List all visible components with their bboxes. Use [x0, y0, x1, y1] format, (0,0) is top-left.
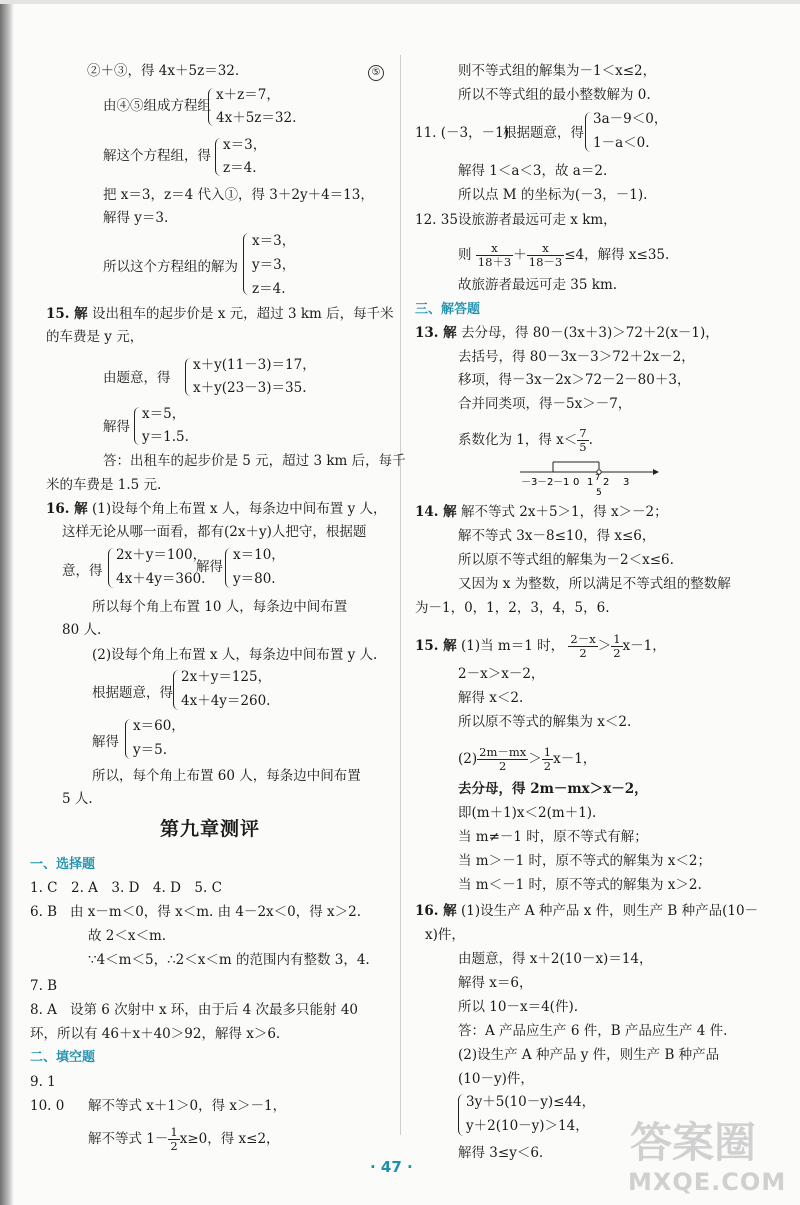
text-line: 当 m≠－1 时，原不等式有解； [458, 829, 648, 845]
section-header: 三、解答题 [415, 302, 481, 317]
equation: x＝10， [233, 547, 285, 563]
equation: y＝1.5. [142, 429, 189, 445]
text-line: 6. B [30, 904, 58, 920]
brace [173, 670, 179, 710]
equation: 2x＋y＝125， [181, 669, 272, 685]
text-line: 所以点 M 的坐标为(－3，－1). [458, 187, 648, 203]
text-line: 1. C 2. A 3. D 4. D 5. C [30, 880, 222, 896]
text-line: 故旅游者最远可走 35 km. [458, 277, 618, 293]
problem-15: 15. 解 (1)当 m＝1 时， $\frac{2-x}{2}$ ＞ $\frac{1}{2}$ x－1， [415, 632, 666, 660]
text-line: 当 m＞－1 时，原不等式的解集为 x＜2； [458, 853, 711, 869]
equation: x＋y(23－3)＝35. [193, 380, 307, 396]
text-line: 解不等式 3x－8≤10，得 x≤6， [458, 528, 656, 544]
equation: x＝5， [142, 406, 186, 422]
equation: x＝3， [252, 233, 296, 249]
equation: x＝3， [223, 137, 267, 153]
text-line: 所以这个方程组的解为 [103, 259, 238, 275]
text-line: 所以 10－x＝4(件). [458, 999, 578, 1015]
tick-label: 1 [587, 477, 594, 488]
tick-label: －3 [521, 477, 538, 488]
text-line: 则 $\frac{x}{18+3}$ ＋ $\frac{x}{18-3}$ ≤4，解得 x≤35. [458, 241, 670, 269]
text-line: 设第 6 次射中 x 环，由于后 4 次最多只能射 40 [70, 1002, 359, 1018]
text-line: 由④⑤组成方程组 [103, 98, 211, 114]
equation: z＝4. [223, 160, 257, 176]
text-line: 2－x＞x－2， [458, 666, 545, 682]
tick-label: 2 [603, 477, 610, 488]
watermark-url: MXQE.COM [628, 1168, 787, 1196]
brace [243, 233, 249, 295]
text-line: 10. 0 [30, 1098, 65, 1114]
column-divider [400, 55, 401, 1135]
text-line: 80 人. [62, 622, 102, 638]
text-line: 又因为 x 为整数，所以满足不等式组的整数解 [458, 576, 731, 592]
text-line: (10－y)件， [458, 1071, 534, 1087]
text-line: 解得 x＜2. [458, 690, 524, 706]
text-line: 9. 1 [30, 1074, 56, 1090]
text-line: 5 人. [62, 791, 93, 807]
brace [225, 548, 231, 588]
problem-14: 14. 解 解不等式 2x＋5＞1，得 x＞－2； [415, 504, 668, 520]
section-header: 二、填空题 [30, 1050, 96, 1065]
equation: 2x＋y＝100， [116, 547, 207, 563]
problem-16: 16. 解 (1)设每个角上布置 x 人，每条边中间布置 y 人， [46, 501, 387, 517]
text-line: 解得 [196, 559, 223, 575]
text-line: 为－1，0，1，2，3，4，5，6. [415, 600, 610, 616]
equation: 4x＋5z＝32. [216, 110, 297, 126]
text-line: 解不等式 1－ $\frac{1}{2}$ x≥0，得 x≤2， [88, 1125, 280, 1153]
text-line: 故 2＜x＜m. [88, 928, 167, 944]
text-line: 当 m＜－1 时，原不等式的解集为 x＞2. [458, 877, 702, 893]
equation: x＋z＝7， [216, 87, 280, 103]
tick-label: －2 [537, 477, 554, 488]
text-line: 去括号，得 80－3x－3＞72＋2x－2， [458, 349, 695, 365]
text-line: (2)设生产 A 种产品 y 件，则生产 B 种产品 [458, 1047, 720, 1063]
equation: z＝4. [252, 281, 286, 297]
text-line: 11. (－3，－1) [415, 125, 509, 141]
text-line: 设旅游者最远可走 x km， [458, 212, 617, 228]
text-line: ∵4＜m＜5，∴2＜x＜m 的范围内有整数 3，4. [88, 952, 370, 968]
brace [125, 719, 131, 759]
problem-16: 16. 解 (1)设生产 A 种产品 x 件，则生产 B 种产品(10－ [415, 903, 759, 919]
number-line-diagram [515, 458, 660, 498]
tick-label: 7 [595, 473, 601, 482]
equation: y＝5. [133, 742, 168, 758]
equation-number-5: ⑤ [368, 62, 384, 81]
text-line: 解得 [92, 734, 119, 750]
page-top-edge [0, 0, 800, 4]
brace [185, 358, 191, 396]
text-line: 合并同类项，得－5x＞－7， [458, 396, 632, 412]
text-line: 的车费是 y 元， [46, 329, 144, 345]
text-line: 8. A [30, 1002, 57, 1018]
text-line: 解得 3≤y＜6. [458, 1145, 544, 1161]
text-line: 由题意，得 x＋2(10－x)＝14， [458, 951, 653, 967]
equation: y＝3， [252, 257, 296, 273]
text-line: x)件， [425, 927, 465, 943]
text-line: 意，得 [62, 563, 103, 579]
text-line: 所以原不等式组的解集为－2＜x≤6. [458, 552, 674, 568]
problem-15: 15. 解 设出租车的起步价是 x 元，超过 3 km 后，每千米 [46, 306, 394, 322]
text-line: 环，所以有 46＋x＋40＞92，解得 x＞6. [30, 1026, 281, 1042]
section-header: 一、选择题 [30, 857, 96, 872]
text-line: 则不等式组的解集为－1＜x≤2， [458, 63, 657, 79]
chapter-title: 第九章测评 [160, 818, 261, 840]
text-line: 系数化为 1，得 x＜ $\frac{7}{5}$ . [458, 426, 593, 454]
text-line: 12. 35 [415, 212, 458, 228]
tick-label: 3 [623, 477, 630, 488]
text-line: 由 x－m＜0，得 x＜m. 由 4－2x＜0，得 x＞2. [70, 904, 362, 920]
brace [215, 138, 221, 176]
text-line: (2)设每个角上布置 x 人，每条边中间布置 y 人. [92, 647, 378, 663]
text-line: 7. B [30, 978, 58, 994]
text-line: (2) $\frac{2m-mx}{2}$ ＞ $\frac{1}{2}$ x－1， [458, 745, 597, 773]
equation: y＝80. [233, 571, 276, 587]
text-line: ②＋③，得 4x＋5z＝32. [87, 63, 240, 79]
text-line: 解得 1＜a＜3，故 a＝2. [458, 163, 608, 179]
arrow-head [653, 469, 659, 475]
brace [134, 407, 140, 445]
page-number: · 47 · [370, 1158, 413, 1176]
text-line: 解不等式 x＋1＞0，得 x＞－1， [88, 1098, 287, 1114]
text-line: 所以，每个角上布置 60 人，每条边中间布置 [92, 768, 361, 784]
brace [108, 548, 114, 588]
text-line: 根据题意，得 [503, 125, 584, 141]
equation: x＋y(11－3)＝17， [193, 357, 316, 373]
page-binding-shadow [0, 0, 14, 1205]
text-line: 解得 x＝6， [458, 975, 533, 991]
brace [458, 1094, 464, 1136]
text-line: 米的车费是 1.5 元. [46, 477, 162, 493]
text-line: 解得 [103, 419, 130, 435]
text-line: 移项，得－3x－2x＞72－2－80＋3， [458, 372, 691, 388]
text-line: 所以原不等式的解集为 x＜2. [458, 714, 632, 730]
equation: y＋2(10－y)＞14， [466, 1118, 589, 1134]
equation: 1－a＜0. [593, 135, 650, 151]
text-line: 根据题意，得 [92, 685, 173, 701]
brace [208, 88, 214, 126]
text-line: 这样无论从哪一面看，都有(2x＋y)人把守，根据题 [62, 524, 367, 540]
text-line: 答：A 产品应生产 6 件，B 产品应生产 4 件. [458, 1023, 728, 1039]
text-line: 所以不等式组的最小整数解为 0. [458, 87, 651, 103]
text-line: 所以每个角上布置 10 人，每条边中间布置 [92, 599, 348, 615]
equation: x＝60， [133, 718, 185, 734]
equation: 3y＋5(10－y)≤44， [466, 1094, 596, 1110]
text-line: 由题意，得 [103, 370, 171, 386]
equation: 4x＋4y＝260. [181, 693, 271, 709]
text-line: 答：出租车的起步价是 5 元，超过 3 km 后，每千 [103, 453, 406, 469]
tick-label: －1 [553, 477, 570, 488]
text-line: 去分母，得 2m－mx＞x－2， [458, 781, 648, 797]
tick-label: 5 [596, 488, 602, 498]
text-line: 把 x＝3，z＝4 代入①，得 3＋2y＋4＝13， [103, 187, 374, 203]
text-line: 即(m＋1)x＜2(m＋1). [458, 805, 597, 821]
tick-label: 0 [573, 477, 580, 488]
equation: 3a－9＜0， [593, 111, 668, 127]
text-line: 解得 y＝3. [103, 210, 169, 226]
problem-13: 13. 解 去分母，得 80－(3x＋3)＞72＋2(x－1)， [415, 325, 719, 341]
watermark-logo: 答案圈 [630, 1118, 757, 1167]
brace [585, 112, 591, 152]
equation: 4x＋4y＝360. [116, 571, 206, 587]
text-line: 解这个方程组，得 [103, 148, 211, 164]
